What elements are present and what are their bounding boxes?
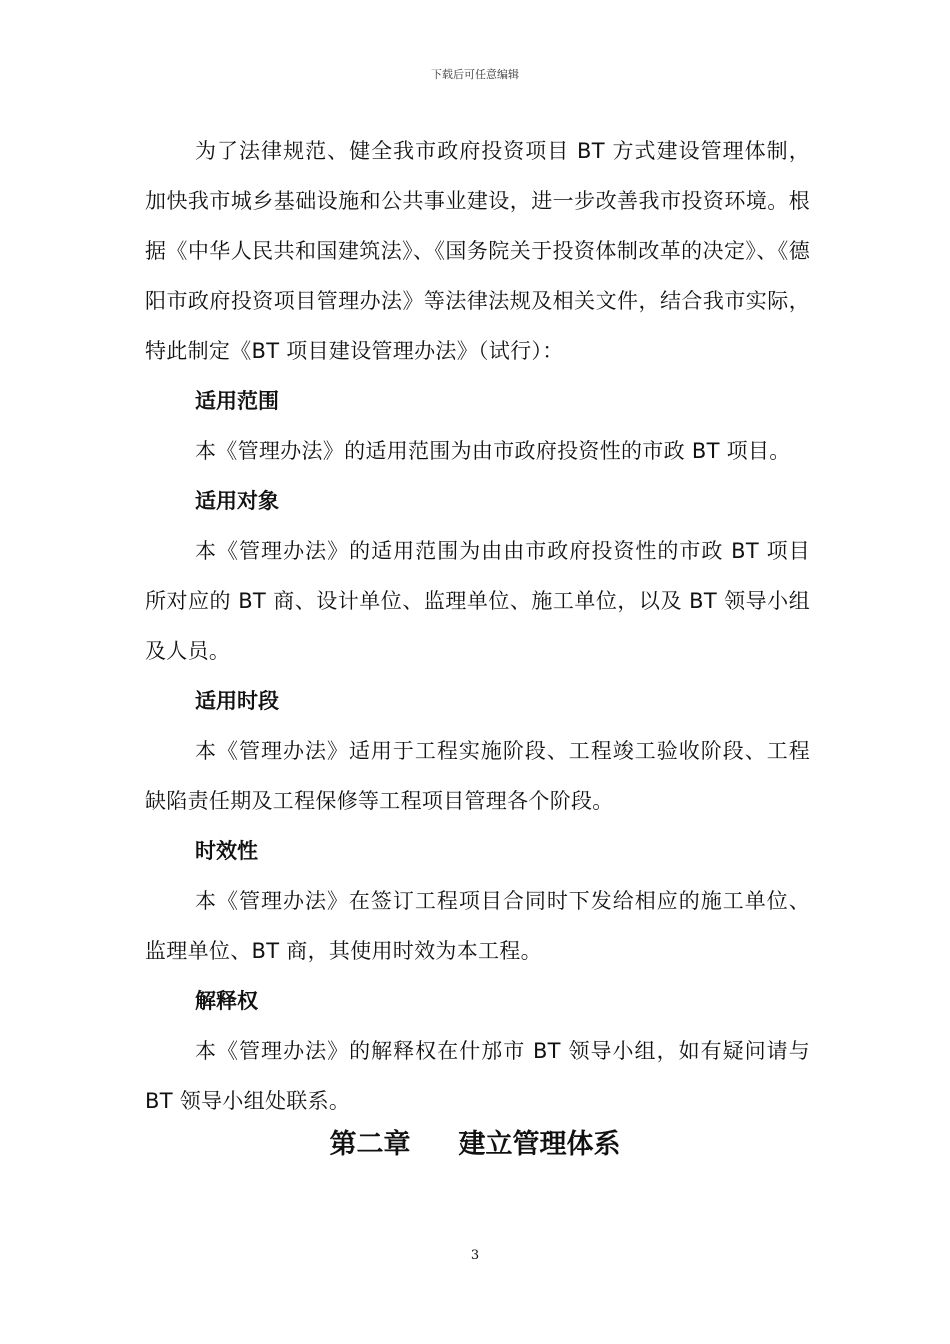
- page-number: 3: [470, 1248, 480, 1263]
- chapter-name: 建立管理体系: [458, 1129, 621, 1160]
- section-body-objects: 本《管理办法》的适用范围为由由市政府投资性的市政 BT 项目所对应的 BT 商、设计单位、监理单位、施工单位，以及 BT 领导小组及人员。: [145, 539, 810, 663]
- document-body: [145, 126, 810, 1126]
- section-body-period: 本《管理办法》适用于工程实施阶段、工程竣工验收阶段、工程缺陷责任期及工程保修等工程项目管理各个阶段。: [145, 739, 810, 813]
- intro-paragraph: 为了法律规范、健全我市政府投资项目 BT 方式建设管理体制，加快我市城乡基础设施和公共事业建设，进一步改善我市投资环境。根据《中华人民共和国建筑法》、《国务院关于投资体制改革的决定》、《德阳市政府投资项目管理办法》等法律法规及相关文件，结合我市实际，特此制定《BT 项目建设管理办法》（试行）：: [145, 139, 810, 363]
- section-heading-interpretation: 解释权: [195, 989, 258, 1013]
- chapter-number: 第二章: [329, 1129, 411, 1160]
- section-body-validity: 本《管理办法》在签订工程项目合同时下发给相应的施工单位、监理单位、BT 商，其使用时效为本工程。: [145, 889, 810, 963]
- section-heading-validity: 时效性: [195, 839, 258, 863]
- section-body-scope: 本《管理办法》的适用范围为由市政府投资性的市政 BT 项目。: [195, 439, 791, 463]
- section-body-interpretation: 本《管理办法》的解释权在什邡市 BT 领导小组，如有疑问请与 BT 领导小组处联系。: [145, 1039, 810, 1113]
- section-heading-objects: 适用对象: [195, 489, 279, 513]
- section-heading-scope: 适用范围: [195, 389, 279, 413]
- header-note: 下载后可任意编辑: [431, 68, 519, 81]
- section-heading-period: 适用时段: [195, 689, 279, 713]
- chapter-title: [0, 1120, 950, 1170]
